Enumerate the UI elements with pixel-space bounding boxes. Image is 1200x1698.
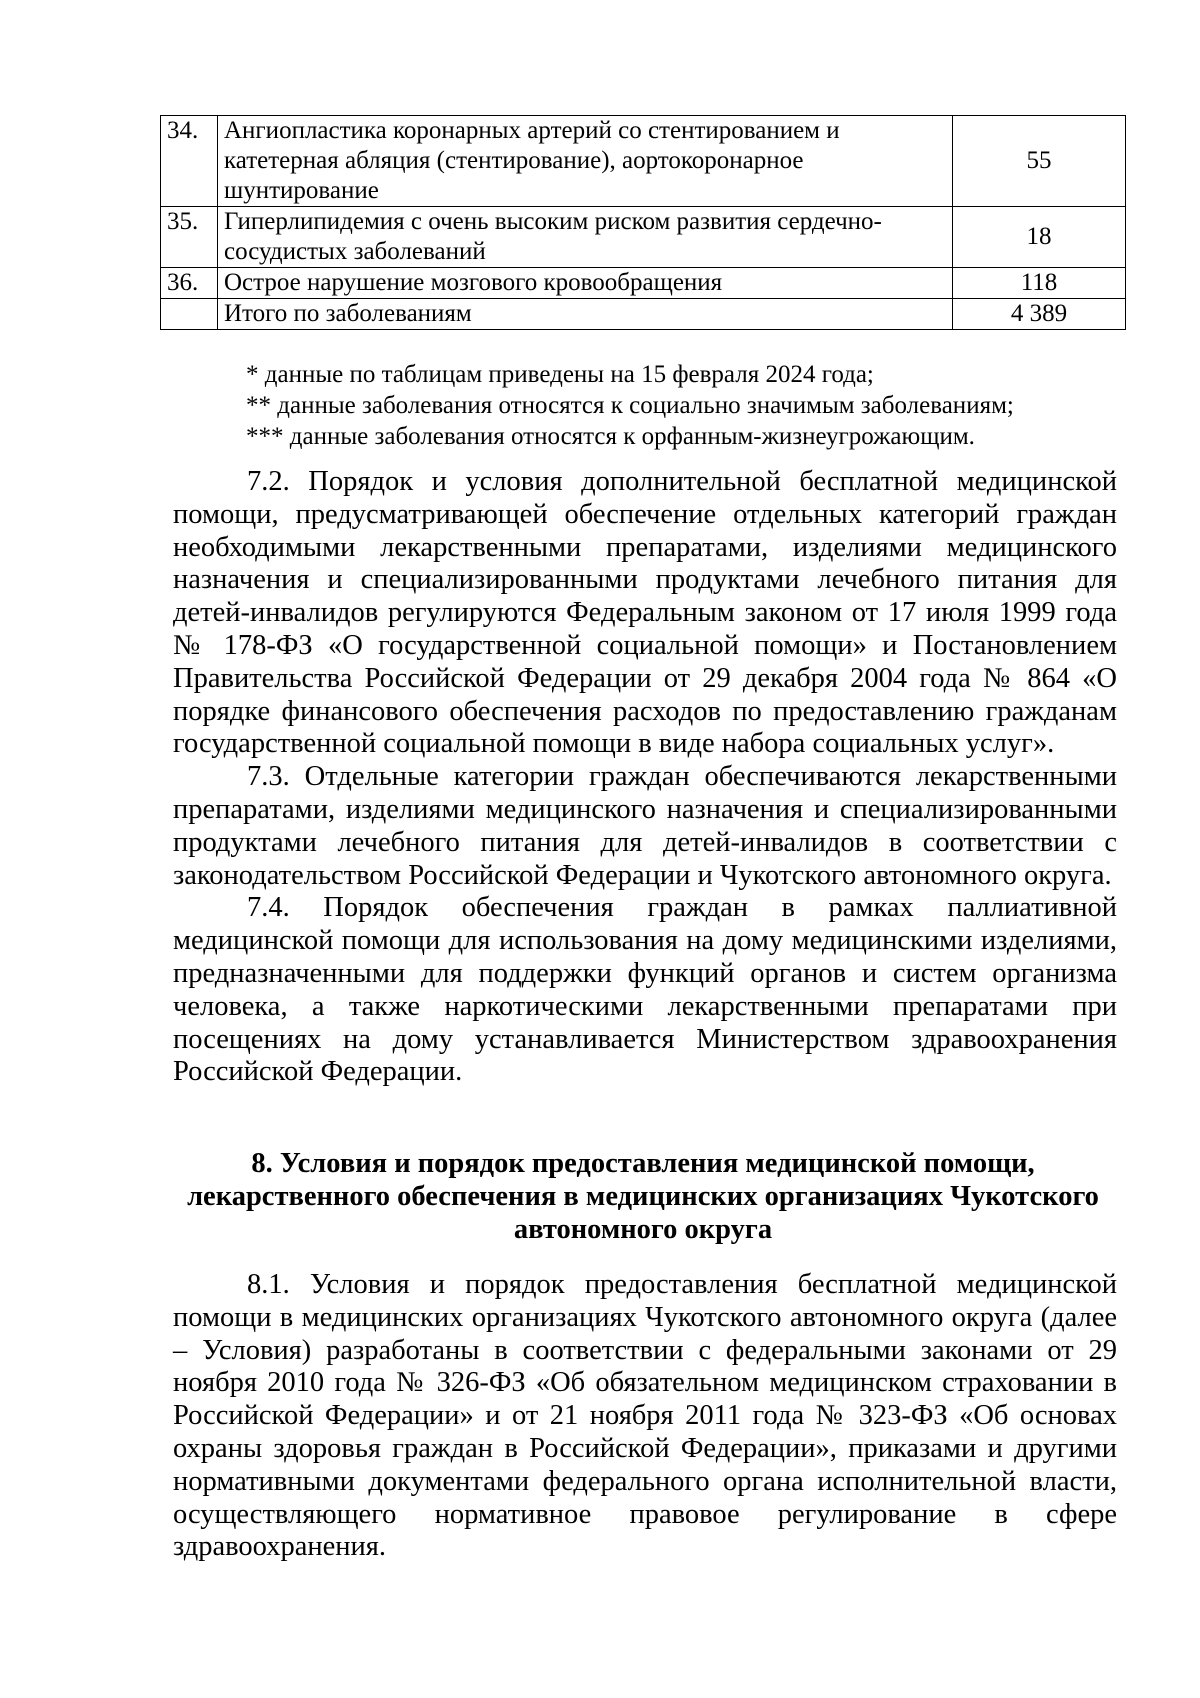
table-total-row — [161, 299, 1126, 330]
paragraph-8-1: 8.1. Условия и порядок предоставления бесплатной медицинской помощи в медицинских организациях Чукотского автономного округа (далее – Условия) разработаны в соответствии с федеральными законами от 29 ноября 2010 года № 326-ФЗ «Об обязательном медицинском страховании в Российской Федерации» и от 21 ноября 2011 года № 323-ФЗ «Об основах охраны здоровья граждан в Российской Федерации», приказами и другими нормативными документами федерального органа исполнительной власти, осуществляющего нормативное правовое регулирование в сфере здравоохранения. — [173, 1269, 1117, 1563]
row-number — [161, 299, 218, 330]
diseases-table — [160, 115, 1126, 330]
table-row — [161, 268, 1126, 299]
heading-line: лекарственного обеспечения в медицинских организациях Чукотского — [187, 1181, 1099, 1212]
row-value: 55 — [953, 116, 1126, 207]
section-8-heading — [160, 1147, 1126, 1246]
table-row — [161, 207, 1126, 268]
heading-line: 8. Условия и порядок предоставления медицинской помощи, — [251, 1148, 1035, 1179]
heading-line: автономного округа — [513, 1214, 773, 1245]
row-value: 4 389 — [953, 299, 1126, 330]
row-name: Итого по заболеваниям — [218, 299, 953, 330]
paragraph-7-2: 7.2. Порядок и условия дополнительной бесплатной медицинской помощи, предусматривающей обеспечение отдельных категорий граждан необходимыми лекарственными препаратами, изделиями медицинского назначения и специализированными продуктами лечебного питания для детей-инвалидов регулируются Федеральным законом от 17 июля 1999 года № 178-ФЗ «О государственной социальной помощи» и Постановлением Правительства Российской Федерации от 29 декабря 2004 года № 864 «О порядке финансового обеспечения расходов по предоставлению гражданам государственной социальной помощи в виде набора социальных услуг». — [173, 466, 1117, 760]
row-name: Гиперлипидемия с очень высоким риском развития сердечно-сосудистых заболеваний — [218, 207, 953, 268]
row-number: 36. — [161, 268, 218, 299]
row-name: Ангиопластика коронарных артерий со стентированием и катетерная абляция (стентирование), аортокоронарное шунтирование — [218, 116, 953, 207]
row-value: 18 — [953, 207, 1126, 268]
footnote: ** данные заболевания относятся к социально значимым заболеваниям; — [246, 392, 1014, 419]
row-value: 118 — [953, 268, 1126, 299]
footnote: *** данные заболевания относятся к орфанным-жизнеугрожающим. — [246, 423, 975, 450]
table-footnotes — [246, 359, 1014, 452]
section-7-body — [173, 466, 1117, 1089]
row-number: 35. — [161, 207, 218, 268]
paragraph-7-3: 7.3. Отдельные категории граждан обеспечиваются лекарственными препаратами, изделиями медицинского назначения и специализированными продуктами лечебного питания для детей-инвалидов в соответствии с законодательством Российской Федерации и Чукотского автономного округа. — [173, 761, 1117, 891]
row-number: 34. — [161, 116, 218, 207]
section-8-body — [173, 1269, 1117, 1564]
paragraph-7-4: 7.4. Порядок обеспечения граждан в рамках паллиативной медицинской помощи для использования на дому медицинскими изделиями, предназначенными для поддержки функций органов и систем организма человека, а также наркотическими лекарственными препаратами при посещениях на дому устанавливается Министерством здравоохранения Российской Федерации. — [173, 892, 1117, 1088]
footnote: * данные по таблицам приведены на 15 февраля 2024 года; — [246, 361, 874, 388]
row-name: Острое нарушение мозгового кровообращения — [218, 268, 953, 299]
table-row — [161, 116, 1126, 207]
